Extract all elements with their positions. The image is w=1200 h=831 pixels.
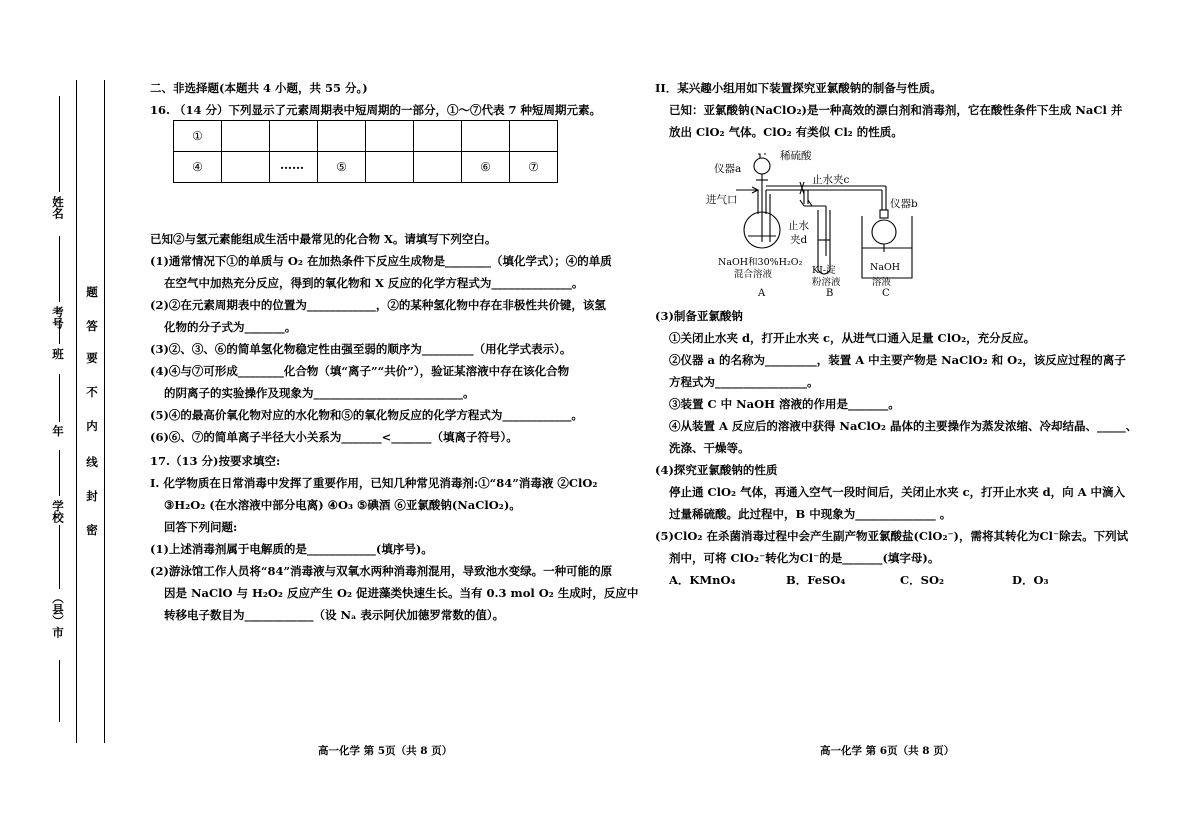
county-field-top[interactable]	[59, 525, 60, 589]
pt-cell	[366, 152, 414, 183]
q17-2b: 因是 NaClO 与 H₂O₂ 反应产生 O₂ 促进藻类快速生长。当有 0.3 mol O₂ 生成时，反应中	[164, 586, 639, 600]
q16-5: (5)④的最高价氧化物对应的水化物和⑤的氧化物反应的化学方程式为____________。	[150, 408, 583, 422]
tube-b-label-2: 粉溶液	[812, 277, 841, 288]
q16-3: (3)②、③、⑥的简单氢化物稳定性由强至弱的顺序为_________（用化学式表示）。	[150, 342, 572, 356]
q16-4a: (4)④与⑦可形成________化合物（填“离子”“共价”），验证某溶液中存在该化合物	[150, 364, 570, 378]
pt-cell-3	[510, 121, 558, 152]
q3-2b: 方程式为________________。	[669, 375, 819, 389]
binding-inner-line	[104, 80, 105, 743]
q4-a: 停止通 ClO₂ 气体，再通入空气一段时间后，关闭止水夹 c，打开止水夹 d，向 A 中滴入	[669, 485, 1126, 499]
school-field[interactable]	[59, 450, 60, 496]
pt-cell-1: ①	[174, 121, 222, 152]
letter-c: C	[882, 288, 890, 299]
option-c: C．SO₂	[900, 573, 945, 587]
binding-outer-line	[76, 80, 77, 743]
school-label: 学校	[51, 500, 65, 523]
known-x: 已知②与氢元素能组成生活中最常见的化合物 X。请填写下列空白。	[150, 232, 497, 246]
warning-char-6: 线	[85, 456, 99, 468]
q17-2a: (2)游泳馆工作人员将“84”消毒液与双氧水两种消毒剂混用，导致池水变绿。一种可能的原	[150, 564, 613, 578]
option-a: A．KMnO₄	[669, 573, 736, 587]
q17-2c: 转移电子数目为____________（设 Nₐ 表示阿伏加德罗常数的值）。	[164, 608, 505, 622]
q5-b: 剂中，可将 ClO₂⁻转化为Cl⁻的是_______(填字母)。	[669, 551, 940, 565]
pt-cell-5: ⑤	[318, 152, 366, 183]
grade-field[interactable]	[59, 374, 60, 422]
section-title: 二、非选择题(本题共 4 小题，共 55 分。)	[150, 81, 368, 95]
q17-stem: 17.（13 分)按要求填空:	[150, 454, 281, 468]
q17-1: (1)上述消毒剂属于电解质的是____________(填序号)。	[150, 542, 433, 556]
inlet-label: 进气口	[706, 194, 738, 206]
q3-title: (3)制备亚氯酸钠	[655, 309, 743, 323]
pt-cell-7: ⑦	[510, 152, 558, 183]
pt-cell-2	[462, 121, 510, 152]
name-field[interactable]	[59, 96, 60, 192]
warning-char-5: 内	[85, 420, 99, 432]
footer-left: 高一化学 第 5页（共 8 页）	[318, 745, 453, 757]
warning-char-2: 答	[85, 320, 99, 332]
q4-title: (4)探究亚氯酸钠的性质	[655, 463, 778, 477]
q3-2a: ②仪器 a 的名称为_________，装置 A 中主要产物是 NaClO₂ 和 O₂，该反应过程的离子	[669, 353, 1126, 367]
instrument-b-label: 仪器b	[890, 198, 918, 210]
II-title: II．某兴趣小组用如下装置探究亚氯酸钠的制备与性质。	[655, 81, 942, 95]
apparatus-diagram	[700, 146, 940, 306]
periodic-table	[173, 120, 558, 183]
pt-cell-6: ⑥	[462, 152, 510, 183]
pt-cell	[222, 121, 270, 152]
clamp-d-label-2: 夹d	[790, 234, 808, 246]
known-a: 已知：亚氯酸钠(NaClO₂)是一种高效的漂白剂和消毒剂，它在酸性条件下生成 NaCl 并	[669, 103, 1123, 117]
letter-a: A	[758, 288, 766, 299]
flask-a-label-2: 混合溶液	[734, 269, 773, 280]
table-ellipsis: ……	[280, 158, 304, 172]
q16-4b: 的阴离子的实验操作及现象为__________________________。	[164, 386, 475, 400]
q17-I-a: I. 化学物质在日常消毒中发挥了重要作用，已知几种常见消毒剂:①“84”消毒液 ②ClO₂	[150, 476, 598, 490]
beaker-c-label-1: NaOH	[870, 262, 901, 273]
option-b: B．FeSO₄	[786, 573, 846, 587]
county-label: （县）市	[51, 592, 65, 638]
pt-cell	[414, 121, 462, 152]
pt-cell	[366, 121, 414, 152]
tube-b-label-1: KI-淀	[812, 265, 836, 276]
flask-a-label-1: NaOH和30%H₂O₂	[718, 257, 803, 268]
q3-4b: 洗涤、干燥等。	[669, 441, 750, 455]
q16-6: (6)⑥、⑦的简单离子半径大小关系为_______<_______（填离子符号）。	[150, 430, 518, 444]
pt-cell	[414, 152, 462, 183]
grade-label: 年	[51, 425, 65, 437]
q4-b: 过量稀硫酸。此过程中，B 中现象为______________ 。	[669, 507, 952, 521]
q16-stem: 16. （14 分）下列显示了元素周期表中短周期的一部分，①～⑦代表 7 种短周期元素。	[150, 103, 602, 117]
q3-1: ①关闭止水夹 d，打开止水夹 c，从进气口通入足量 ClO₂，充分反应。	[669, 331, 1036, 345]
beaker-c-label-2: 溶液	[872, 277, 892, 288]
warning-char-1: 题	[85, 286, 99, 298]
q16-2a: (2)②在元素周期表中的位置为____________，②的某种氢化物中存在非极性共价键，该氢	[150, 298, 606, 312]
footer-right: 高一化学 第 6页（共 8 页）	[820, 745, 955, 757]
class-field[interactable]	[59, 320, 60, 344]
q16-2b: 化物的分子式为_______。	[164, 320, 297, 334]
acid-label: 稀硫酸	[780, 150, 812, 162]
pt-cell	[222, 152, 270, 183]
q3-4a: ④从装置 A 反应后的溶液中获得 NaClO₂ 晶体的主要操作为蒸发浓缩、冷却结晶、_____、	[669, 419, 1138, 433]
warning-char-8: 密	[85, 524, 99, 536]
q17-answer: 回答下列问题:	[164, 520, 238, 534]
q16-1a: (1)通常情况下①的单质与 O₂ 在加热条件下反应生成物是________（填化学式）；④的单质	[150, 254, 612, 268]
warning-char-3: 要	[85, 352, 99, 364]
pt-cell	[318, 121, 366, 152]
county-field-bottom[interactable]	[59, 660, 60, 722]
exam-no-field[interactable]	[59, 236, 60, 302]
letter-b: B	[826, 288, 834, 299]
q5-a: (5)ClO₂ 在杀菌消毒过程中会产生副产物亚氯酸盐(ClO₂⁻)，需将其转化为Cl⁻除去。下列试	[655, 529, 1129, 543]
warning-char-7: 封	[85, 490, 99, 502]
q17-I-b: ③H₂O₂ (在水溶液中部分电离) ④O₃ ⑤碘酒 ⑥亚氯酸钠(NaClO₂)。	[164, 498, 521, 512]
name-label: 姓名	[51, 196, 65, 219]
pt-cell-4: ④	[174, 152, 222, 183]
clamp-c-label: 止水夹c	[812, 174, 850, 186]
exam-no-label: 考号	[51, 306, 65, 329]
q16-1b: 在空气中加热充分反应，得到的氧化物和 X 反应的化学方程式为______________。	[164, 276, 584, 290]
known-b: 放出 ClO₂ 气体。ClO₂ 有类似 Cl₂ 的性质。	[669, 125, 903, 139]
pt-cell	[270, 121, 318, 152]
instrument-a-label: 仪器a	[714, 163, 742, 175]
warning-char-4: 不	[85, 386, 99, 398]
class-label: 班	[51, 348, 65, 360]
clamp-d-label-1: 止水	[788, 220, 809, 232]
q3-3: ③装置 C 中 NaOH 溶液的作用是_______。	[669, 397, 900, 411]
option-d: D．O₃	[1012, 573, 1049, 587]
